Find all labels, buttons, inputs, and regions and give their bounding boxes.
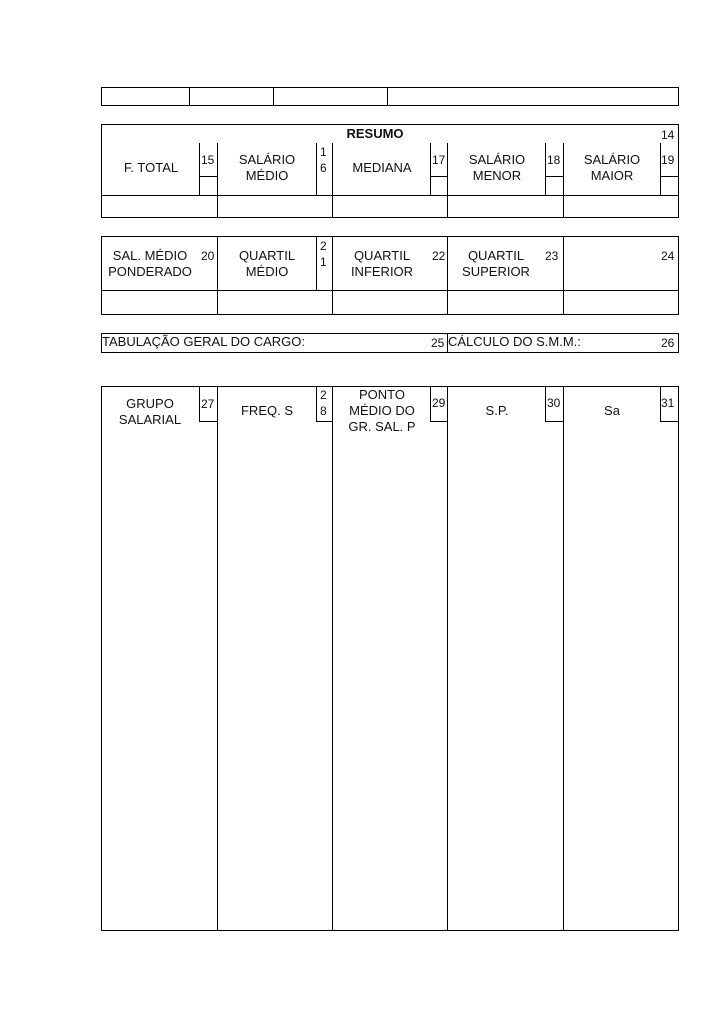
field-number-16-b: 6	[320, 161, 327, 175]
sal-medio-ponderado-label-1: SAL. MÉDIO	[112, 248, 188, 263]
quartil-medio-label-2: MÉDIO	[245, 264, 289, 279]
field-number-24: 24	[661, 249, 675, 263]
salario-medio-label-2: MÉDIO	[245, 168, 289, 183]
grupo-salarial-label-2: SALARIAL	[118, 412, 182, 427]
quartil-medio-label-1: QUARTIL	[238, 248, 296, 263]
field-number-19: 19	[661, 153, 675, 167]
field-number-27: 27	[201, 397, 215, 411]
quartil-superior-label-2: SUPERIOR	[462, 264, 530, 279]
field-number-17: 17	[432, 153, 446, 167]
field-number-14: 14	[661, 128, 675, 142]
salario-menor-label-2: MENOR	[472, 168, 522, 183]
ponto-medio-label-2: MÉDIO DO	[349, 403, 415, 418]
sal-medio-ponderado-label-2: PONDERADO	[108, 264, 192, 279]
freq-s-label: FREQ. S	[240, 403, 293, 418]
calculo-smm-label: CÁLCULO DO S.M.M.:	[448, 334, 581, 349]
field-number-23: 23	[545, 249, 559, 263]
mediana-label: MEDIANA	[352, 160, 412, 175]
salario-maior-label-1: SALÁRIO	[583, 152, 641, 167]
field-number-25: 25	[431, 336, 445, 350]
ponto-medio-label-1: PONTO	[359, 387, 405, 402]
field-number-22: 22	[432, 249, 446, 263]
salario-medio-label-1: SALÁRIO	[238, 152, 296, 167]
grupo-salarial-label-1: GRUPO	[126, 396, 174, 411]
salario-maior-label-2: MAIOR	[590, 168, 634, 183]
field-number-26: 26	[661, 336, 675, 350]
field-number-29: 29	[432, 396, 446, 410]
field-number-15: 15	[201, 153, 215, 167]
sa-label: Sa	[604, 403, 620, 418]
field-number-16-a: 1	[320, 145, 327, 159]
field-number-28-a: 2	[320, 388, 327, 402]
field-number-31: 31	[661, 396, 675, 410]
ponto-medio-label-3: GR. SAL. P	[348, 419, 416, 434]
tabulacao-geral-label: TABULAÇÃO GERAL DO CARGO:	[102, 334, 305, 349]
field-number-20: 20	[201, 249, 215, 263]
field-number-28-b: 8	[320, 404, 327, 418]
field-number-21-b: 1	[320, 255, 327, 269]
resumo-title: RESUMO	[346, 126, 404, 141]
quartil-inferior-label-1: QUARTIL	[353, 248, 411, 263]
quartil-inferior-label-2: INFERIOR	[350, 264, 414, 279]
salario-menor-label-1: SALÁRIO	[468, 152, 526, 167]
field-number-18: 18	[547, 153, 561, 167]
f-total-label: F. TOTAL	[123, 160, 179, 175]
field-number-30: 30	[547, 396, 561, 410]
quartil-superior-label-1: QUARTIL	[467, 248, 525, 263]
sp-label: S.P.	[485, 403, 509, 418]
field-number-21-a: 2	[320, 239, 327, 253]
